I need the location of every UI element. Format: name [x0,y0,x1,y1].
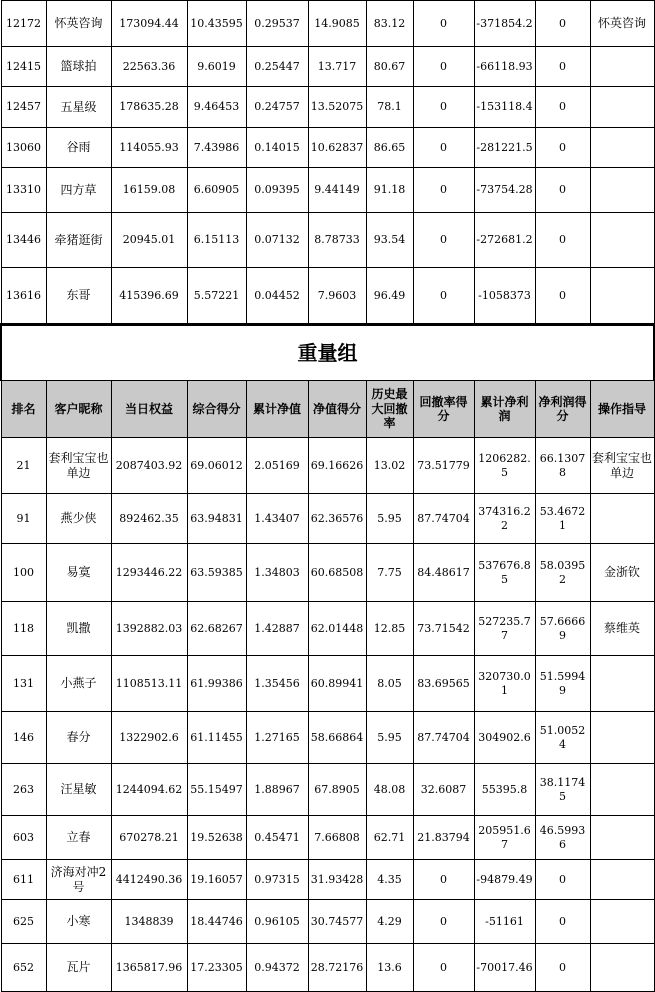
nav-score-cell: 10.62837 [308,128,366,168]
customer-name-cell: 瓦片 [46,944,111,992]
composite-score-cell: 63.94831 [187,494,246,544]
cumulative-nav-cell: 0.45471 [246,816,308,860]
max-drawdown-cell: 5.95 [366,712,413,764]
table-row [1,860,654,900]
customer-name-cell: 春分 [46,712,111,764]
drawdown-score-cell: 0 [413,213,474,268]
profit-score-cell: 53.46721 [535,494,590,544]
table-row [1,128,654,168]
net-profit-cell: -94879.49 [474,860,535,900]
table-row [1,268,654,325]
equity-cell: 173094.44 [111,1,187,47]
nav-score-cell: 7.66808 [308,816,366,860]
column-header: 操作指导 [590,381,654,438]
max-drawdown-cell: 12.85 [366,602,413,656]
nav-score-cell: 14.9085 [308,1,366,47]
guide-cell [590,764,654,816]
guide-cell [590,900,654,944]
customer-name-cell: 谷雨 [46,128,111,168]
profit-score-cell: 0 [535,860,590,900]
table-row [1,47,654,87]
net-profit-cell: 537676.85 [474,544,535,602]
max-drawdown-cell: 93.54 [366,213,413,268]
drawdown-score-cell: 73.71542 [413,602,474,656]
cumulative-nav-cell: 0.97315 [246,860,308,900]
composite-score-cell: 61.11455 [187,712,246,764]
drawdown-score-cell: 0 [413,87,474,128]
nav-score-cell: 60.89941 [308,656,366,712]
table-row [1,213,654,268]
equity-cell: 178635.28 [111,87,187,128]
table-row [1,438,654,494]
equity-cell: 4412490.36 [111,860,187,900]
rank-cell: 12172 [1,1,46,47]
max-drawdown-cell: 13.02 [366,438,413,494]
guide-cell [590,47,654,87]
drawdown-score-cell: 84.48617 [413,544,474,602]
customer-name-cell: 套利宝宝也单边 [46,438,111,494]
cumulative-nav-cell: 2.05169 [246,438,308,494]
column-header: 当日权益 [111,381,187,438]
net-profit-cell: 374316.22 [474,494,535,544]
composite-score-cell: 10.43595 [187,1,246,47]
drawdown-score-cell: 0 [413,944,474,992]
equity-cell: 22563.36 [111,47,187,87]
guide-cell [590,816,654,860]
composite-score-cell: 7.43986 [187,128,246,168]
equity-cell: 892462.35 [111,494,187,544]
table-row [1,944,654,992]
group-title: 重量组 [1,325,654,381]
drawdown-score-cell: 0 [413,128,474,168]
composite-score-cell: 6.15113 [187,213,246,268]
drawdown-score-cell: 0 [413,168,474,213]
drawdown-score-cell: 0 [413,860,474,900]
cumulative-nav-cell: 0.09395 [246,168,308,213]
net-profit-cell: -70017.46 [474,944,535,992]
cumulative-nav-cell: 1.35456 [246,656,308,712]
profit-score-cell: 58.03952 [535,544,590,602]
rank-cell: 13060 [1,128,46,168]
equity-cell: 1365817.96 [111,944,187,992]
equity-cell: 114055.93 [111,128,187,168]
column-header: 客户昵称 [46,381,111,438]
composite-score-cell: 63.59385 [187,544,246,602]
equity-cell: 16159.08 [111,168,187,213]
net-profit-cell: 1206282.5 [474,438,535,494]
equity-cell: 1348839 [111,900,187,944]
nav-score-cell: 28.72176 [308,944,366,992]
group-section [1,438,654,992]
composite-score-cell: 6.60905 [187,168,246,213]
cumulative-nav-cell: 1.42887 [246,602,308,656]
customer-name-cell: 易寞 [46,544,111,602]
table-row [1,900,654,944]
composite-score-cell: 55.15497 [187,764,246,816]
column-header: 历史最大回撤率 [366,381,413,438]
table-row [1,544,654,602]
table-row [1,602,654,656]
rank-cell: 21 [1,438,46,494]
drawdown-score-cell: 83.69565 [413,656,474,712]
net-profit-cell: 304902.6 [474,712,535,764]
customer-name-cell: 四方草 [46,168,111,213]
customer-name-cell: 怀英咨询 [46,1,111,47]
nav-score-cell: 69.16626 [308,438,366,494]
composite-score-cell: 5.57221 [187,268,246,325]
customer-name-cell: 济海对冲2号 [46,860,111,900]
cumulative-nav-cell: 0.04452 [246,268,308,325]
profit-score-cell: 0 [535,1,590,47]
rank-cell: 12457 [1,87,46,128]
equity-cell: 1392882.03 [111,602,187,656]
cumulative-nav-cell: 1.27165 [246,712,308,764]
net-profit-cell: -272681.2 [474,213,535,268]
rank-cell: 91 [1,494,46,544]
drawdown-score-cell: 32.6087 [413,764,474,816]
column-header: 累计净利润 [474,381,535,438]
max-drawdown-cell: 80.67 [366,47,413,87]
column-header: 净值得分 [308,381,366,438]
max-drawdown-cell: 86.65 [366,128,413,168]
customer-name-cell: 东哥 [46,268,111,325]
nav-score-cell: 7.9603 [308,268,366,325]
guide-cell [590,168,654,213]
rank-cell: 625 [1,900,46,944]
net-profit-cell: -51161 [474,900,535,944]
drawdown-score-cell: 21.83794 [413,816,474,860]
composite-score-cell: 62.68267 [187,602,246,656]
table-row [1,1,654,47]
guide-cell [590,268,654,325]
max-drawdown-cell: 13.6 [366,944,413,992]
equity-cell: 1244094.62 [111,764,187,816]
profit-score-cell: 0 [535,900,590,944]
profit-score-cell: 0 [535,87,590,128]
guide-cell [590,128,654,168]
rank-cell: 131 [1,656,46,712]
profit-score-cell: 0 [535,213,590,268]
max-drawdown-cell: 78.1 [366,87,413,128]
profit-score-cell: 66.13078 [535,438,590,494]
rank-cell: 146 [1,712,46,764]
drawdown-score-cell: 73.51779 [413,438,474,494]
cumulative-nav-cell: 0.24757 [246,87,308,128]
max-drawdown-cell: 8.05 [366,656,413,712]
max-drawdown-cell: 5.95 [366,494,413,544]
guide-cell [590,860,654,900]
composite-score-cell: 19.16057 [187,860,246,900]
profit-score-cell: 0 [535,128,590,168]
rank-cell: 263 [1,764,46,816]
drawdown-score-cell: 87.74704 [413,712,474,764]
nav-score-cell: 31.93428 [308,860,366,900]
max-drawdown-cell: 4.35 [366,860,413,900]
cumulative-nav-cell: 0.94372 [246,944,308,992]
max-drawdown-cell: 48.08 [366,764,413,816]
nav-score-cell: 30.74577 [308,900,366,944]
customer-name-cell: 小燕子 [46,656,111,712]
nav-score-cell: 58.66864 [308,712,366,764]
net-profit-cell: -73754.28 [474,168,535,213]
profit-score-cell: 0 [535,168,590,213]
profit-score-cell: 0 [535,47,590,87]
nav-score-cell: 60.68508 [308,544,366,602]
rank-cell: 13310 [1,168,46,213]
nav-score-cell: 13.52075 [308,87,366,128]
drawdown-score-cell: 0 [413,268,474,325]
cumulative-nav-cell: 0.96105 [246,900,308,944]
column-header: 净利润得分 [535,381,590,438]
net-profit-cell: 205951.67 [474,816,535,860]
guide-cell: 蔡维英 [590,602,654,656]
rank-cell: 118 [1,602,46,656]
max-drawdown-cell: 7.75 [366,544,413,602]
composite-score-cell: 9.6019 [187,47,246,87]
drawdown-score-cell: 87.74704 [413,494,474,544]
max-drawdown-cell: 4.29 [366,900,413,944]
profit-score-cell: 0 [535,268,590,325]
customer-name-cell: 牵猪逛街 [46,213,111,268]
rank-cell: 13446 [1,213,46,268]
guide-cell: 怀英咨询 [590,1,654,47]
nav-score-cell: 9.44149 [308,168,366,213]
profit-score-cell: 38.11745 [535,764,590,816]
table-row [1,764,654,816]
cumulative-nav-cell: 0.29537 [246,1,308,47]
customer-name-cell: 立春 [46,816,111,860]
cumulative-nav-cell: 0.07132 [246,213,308,268]
guide-cell: 套利宝宝也单边 [590,438,654,494]
cumulative-nav-cell: 0.25447 [246,47,308,87]
max-drawdown-cell: 62.71 [366,816,413,860]
table-row [1,712,654,764]
profit-score-cell: 57.66669 [535,602,590,656]
nav-score-cell: 62.01448 [308,602,366,656]
max-drawdown-cell: 83.12 [366,1,413,47]
cumulative-nav-cell: 1.34803 [246,544,308,602]
rank-cell: 100 [1,544,46,602]
customer-name-cell: 燕少侠 [46,494,111,544]
column-header: 累计净值 [246,381,308,438]
equity-cell: 1322902.6 [111,712,187,764]
rank-cell: 611 [1,860,46,900]
max-drawdown-cell: 96.49 [366,268,413,325]
guide-cell [590,656,654,712]
net-profit-cell: -371854.2 [474,1,535,47]
profit-score-cell: 0 [535,944,590,992]
table-row [1,168,654,213]
table-row [1,87,654,128]
net-profit-cell: 55395.8 [474,764,535,816]
composite-score-cell: 9.46453 [187,87,246,128]
column-header: 排名 [1,381,46,438]
composite-score-cell: 69.06012 [187,438,246,494]
guide-cell [590,712,654,764]
column-header-row [1,381,654,438]
nav-score-cell: 62.36576 [308,494,366,544]
guide-cell [590,87,654,128]
column-header: 回撤率得分 [413,381,474,438]
max-drawdown-cell: 91.18 [366,168,413,213]
customer-name-cell: 小寒 [46,900,111,944]
composite-score-cell: 17.23305 [187,944,246,992]
cumulative-nav-cell: 1.43407 [246,494,308,544]
rank-cell: 13616 [1,268,46,325]
rank-cell: 12415 [1,47,46,87]
net-profit-cell: -281221.5 [474,128,535,168]
nav-score-cell: 13.717 [308,47,366,87]
group-header-section [1,325,654,438]
guide-cell [590,494,654,544]
customer-name-cell: 篮球拍 [46,47,111,87]
cumulative-nav-cell: 0.14015 [246,128,308,168]
equity-cell: 2087403.92 [111,438,187,494]
group-title-row [1,325,654,381]
net-profit-cell: 320730.01 [474,656,535,712]
top-section [1,1,654,325]
composite-score-cell: 19.52638 [187,816,246,860]
table-row [1,656,654,712]
rank-cell: 603 [1,816,46,860]
profit-score-cell: 51.59949 [535,656,590,712]
net-profit-cell: 527235.77 [474,602,535,656]
net-profit-cell: -1058373 [474,268,535,325]
equity-cell: 1293446.22 [111,544,187,602]
profit-score-cell: 46.59936 [535,816,590,860]
guide-cell: 金浙钦 [590,544,654,602]
composite-score-cell: 18.44746 [187,900,246,944]
customer-name-cell: 汪星敏 [46,764,111,816]
customer-name-cell: 五星级 [46,87,111,128]
composite-score-cell: 61.99386 [187,656,246,712]
guide-cell [590,213,654,268]
drawdown-score-cell: 0 [413,47,474,87]
net-profit-cell: -66118.93 [474,47,535,87]
rank-cell: 652 [1,944,46,992]
profit-score-cell: 51.00524 [535,712,590,764]
net-profit-cell: -153118.4 [474,87,535,128]
equity-cell: 670278.21 [111,816,187,860]
cumulative-nav-cell: 1.88967 [246,764,308,816]
table-row [1,816,654,860]
column-header: 综合得分 [187,381,246,438]
nav-score-cell: 8.78733 [308,213,366,268]
customer-name-cell: 凯撒 [46,602,111,656]
guide-cell [590,944,654,992]
nav-score-cell: 67.8905 [308,764,366,816]
equity-cell: 415396.69 [111,268,187,325]
drawdown-score-cell: 0 [413,900,474,944]
table-row [1,494,654,544]
equity-cell: 20945.01 [111,213,187,268]
drawdown-score-cell: 0 [413,1,474,47]
equity-cell: 1108513.11 [111,656,187,712]
